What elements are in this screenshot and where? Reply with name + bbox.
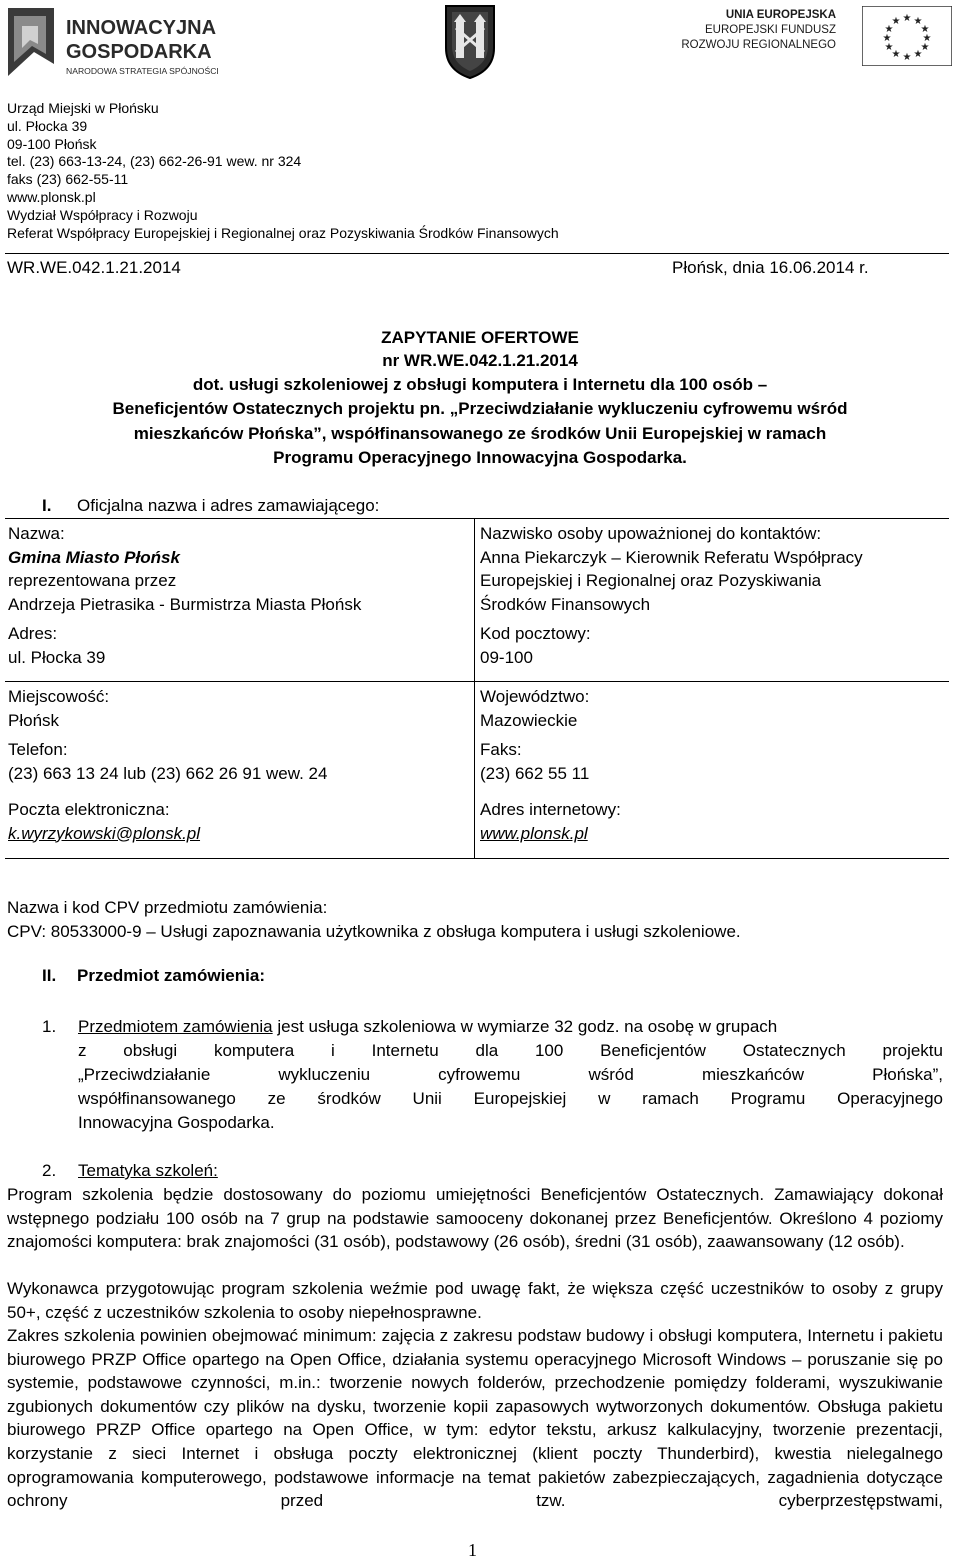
reference-number: WR.WE.042.1.21.2014: [7, 258, 181, 277]
place-date: Płońsk, dnia 16.06.2014 r.: [672, 258, 869, 277]
table-rule: [5, 518, 949, 519]
address-value: ul. Płocka 39: [8, 647, 106, 667]
subject-line: dot. usługi szkoleniowej z obsługi komputera i Internetu dla 100 osób –: [192, 375, 768, 394]
office-line: 09-100 Płońsk: [7, 135, 97, 152]
body-paragraph: Wykonawca przygotowując program szkolenia weźmie pod uwagę fakt, że większa część uczestników to osoby z grupy 50+, część z uczestników szkolenia to osoby niepełnosprawne.: [7, 1279, 943, 1322]
address-cell: [8, 622, 105, 669]
name-cell: [8, 522, 361, 616]
phone-value: (23) 663 13 24 lub (23) 662 26 91 wew. 24: [8, 763, 328, 783]
item1-line: „Przeciwdziałanie wykluczeniu cyfrowemu wśród mieszkańców Płońska”,: [78, 1065, 943, 1084]
postal-cell: [480, 622, 591, 669]
contact-cell: [480, 522, 863, 616]
item-number: 1.: [42, 1017, 57, 1036]
svg-text:★: ★: [891, 49, 901, 60]
item1-line: Innowacyjna Gospodarka.: [78, 1113, 275, 1132]
svg-text:★: ★: [882, 33, 892, 44]
www-cell: [480, 798, 621, 845]
email-link[interactable]: k.wyrzykowski@plonsk.pl: [8, 823, 201, 843]
section-heading: Oficjalna nazwa i adres zamawiającego:: [77, 496, 380, 515]
email-cell: [8, 798, 200, 845]
contact-value: Środków Finansowych: [480, 594, 651, 614]
postal-label: Kod pocztowy:: [480, 624, 591, 643]
page-number: 1: [468, 1540, 477, 1560]
item-number: 2.: [42, 1161, 57, 1180]
office-website[interactable]: www.plonsk.pl: [7, 188, 96, 205]
eu-logo-text: [676, 8, 836, 53]
svg-text:★: ★: [913, 16, 923, 27]
office-line: Referat Współpracy Europejskiej i Regionalnej oraz Pozyskiwania Środków Finansowych: [7, 224, 559, 241]
represented-value: Andrzeja Pietrasika - Burmistrza Miasta Płońsk: [8, 594, 362, 614]
item1-text: jest usługa szkoleniowa w wymiarze 32 godz. na osobę w grupach: [272, 1017, 778, 1036]
postal-value: 09-100: [480, 647, 533, 667]
svg-text:★: ★: [920, 24, 930, 35]
eu-fund-logo: [676, 6, 956, 66]
item1-subject: Przedmiotem zamówienia: [78, 1017, 273, 1036]
plonsk-coat-of-arms-icon: [444, 4, 496, 80]
office-line: ul. Płocka 39: [7, 117, 88, 134]
city-cell: [8, 685, 109, 732]
voivodeship-value: Mazowieckie: [480, 710, 578, 730]
cpv-code: CPV: 80533000-9 – Usługi zapoznawania użytkownika z obsługa komputera i usługi szkoleniowe.: [7, 922, 741, 941]
svg-text:★: ★: [902, 13, 912, 24]
subject-line: Beneficjentów Ostatecznych projektu pn. „Przeciwdziałanie wykluczeniu cyfrowemu wśród: [112, 399, 848, 418]
svg-text:★: ★: [920, 42, 930, 53]
office-line: Wydział Współpracy i Rozwoju: [7, 206, 198, 223]
represented-label: reprezentowana przez: [8, 571, 177, 590]
address-label: Adres:: [8, 624, 58, 643]
section-number: I.: [42, 496, 52, 515]
fax-cell: [480, 738, 589, 785]
svg-text:★: ★: [902, 52, 912, 63]
phone-label: Telefon:: [8, 740, 68, 759]
contracting-authority-table: [5, 518, 949, 858]
subject-line: Programu Operacyjnego Innowacyjna Gospodarka.: [273, 448, 687, 467]
www-link[interactable]: www.plonsk.pl: [480, 823, 588, 843]
voivodeship-label: Województwo:: [480, 687, 590, 706]
cpv-label: Nazwa i kod CPV przedmiotu zamówienia:: [7, 898, 328, 917]
eu-flag-icon: [862, 6, 952, 66]
body-paragraph: Zakres szkolenia powinien obejmować minimum: zajęcia z zakresu podstaw budowy i obsługi komputera, Internetu i pakietu biurowego PRZP Office opartego na Open Office, działania systemu operacyjnego Microsoft Windows – poruszanie się po systemie, podstawowe czynności, m.in.: tworzenie nowych folderów, przechodzenie pomiędzy folderami, wyszukiwanie zgubionych dokumentów czy plików na dysku, tworzenie kopii zapasowych wytworzonych dokumentów. Obsługa pakietu biurowego PRZP Office opartego na Open Office, w tym: edytor tekstu, arkusz kalkulacyjny, tworzenie prezentacji, korzystanie z sieci Internet i obsługa poczty elektronicznej (klient poczty Thunderbird), kwestia nielegalnego oprogramowania komputerowego, podstawowe informacje na temat pakietów zabezpieczających, zagadnienia dotyczące ochrony przed tzw. cyberprzestępstwami,: [7, 1326, 943, 1511]
name-label: Nazwa:: [8, 524, 65, 543]
fax-value: (23) 662 55 11: [480, 763, 590, 783]
contact-value: Europejskiej i Regionalnej oraz Pozyskiwania: [480, 571, 822, 590]
eu-line-1: UNIA EUROPEJSKA: [725, 9, 836, 21]
fax-label: Faks:: [480, 740, 522, 759]
office-line: tel. (23) 663-13-24, (23) 662-26-91 wew. nr 324: [7, 153, 302, 170]
table-column-divider: [474, 518, 475, 858]
section-heading: Przedmiot zamówienia:: [77, 966, 265, 985]
header-logos: [0, 0, 960, 92]
svg-text:★: ★: [884, 42, 894, 53]
office-line: Urząd Miejski w Płońsku: [7, 100, 159, 116]
office-address-block: [7, 100, 559, 242]
body-paragraph: Program szkolenia będzie dostosowany do poziomu umiejętności Beneficjentów Ostatecznych. Zamawiający dokonał wstępnego podziału 100 osób na 7 grup na podstawie samooceny dokonanej przez Beneficjentów. Określono 4 poziomy znajomości komputera: brak znajomości (31 osób), podstawowy (26 osób), średni (31 osób), zaawansowany (12 osób).: [7, 1185, 943, 1252]
logo-text-1: INNOWACYJNA: [66, 17, 217, 39]
logo-text-3: NARODOWA STRATEGIA SPÓJNOŚCI: [66, 66, 219, 76]
item2-heading: Tematyka szkoleń:: [78, 1161, 218, 1180]
innowacyjna-gospodarka-logo: [4, 4, 240, 80]
svg-text:★: ★: [884, 24, 894, 35]
table-rule: [5, 681, 949, 682]
document-title: ZAPYTANIE OFERTOWE: [381, 328, 579, 347]
section-number: II.: [42, 966, 57, 985]
phone-cell: [8, 738, 327, 785]
document-number: nr WR.WE.042.1.21.2014: [382, 351, 578, 370]
item1-line: z obsługi komputera i Internetu dla 100 Beneficjentów Ostatecznych projektu: [78, 1041, 943, 1060]
city-value: Płońsk: [8, 710, 60, 730]
www-label: Adres internetowy:: [480, 800, 621, 819]
contact-label: Nazwisko osoby upoważnionej do kontaktów:: [480, 524, 822, 543]
svg-text:★: ★: [922, 33, 932, 44]
logo-text-2: GOSPODARKA: [66, 41, 212, 63]
item1-line: współfinansowanego ze środków Unii Europejskiej w ramach Programu Operacyjnego: [78, 1089, 943, 1108]
email-label: Poczta elektroniczna:: [8, 800, 170, 819]
eu-line-3: ROZWOJU REGIONALNEGO: [681, 39, 836, 51]
city-label: Miejscowość:: [8, 687, 110, 706]
voivodeship-cell: [480, 685, 589, 732]
name-value: Gmina Miasto Płońsk: [8, 547, 180, 567]
svg-text:★: ★: [891, 16, 901, 27]
header-divider: [5, 253, 949, 254]
item1-line: [78, 1015, 943, 1039]
svg-text:★: ★: [913, 49, 923, 60]
eu-line-2: EUROPEJSKI FUNDUSZ: [705, 24, 836, 36]
table-rule: [5, 858, 949, 859]
subject-line: mieszkańców Płońska”, współfinansowanego ze środków Unii Europejskiej w ramach: [133, 424, 827, 443]
contact-value: Anna Piekarczyk – Kierownik Referatu Współpracy: [480, 547, 863, 567]
office-line: faks (23) 662-55-11: [7, 171, 129, 188]
